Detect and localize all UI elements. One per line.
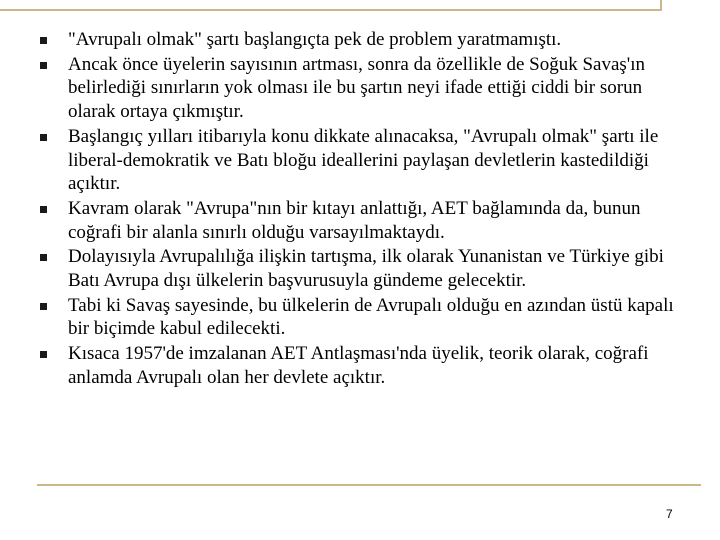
list-item [40,342,690,389]
top-rule [0,9,662,11]
list-item [40,245,690,292]
square-bullet-icon [40,254,47,261]
square-bullet-icon [40,134,47,141]
square-bullet-icon [40,62,47,69]
list-item [40,28,690,52]
bullet-text: Kavram olarak "Avrupa"nın bir kıtayı anlattığı, AET bağlamında da, bunun coğrafi bir alanla sınırlı olduğu varsayılmaktaydı. [68,197,641,243]
list-item [40,125,690,196]
top-rule-corner [660,0,662,11]
list-item [40,197,690,244]
list-item [40,53,690,124]
bottom-rule [37,484,701,486]
list-item [40,294,690,341]
bullet-text: "Avrupalı olmak" şartı başlangıçta pek de problem yaratmamıştı. [68,29,562,50]
bullet-text: Tabi ki Savaş sayesinde, bu ülkelerin de Avrupalı olduğu en azından üstü kapalı bir biçimde kabul edilecekti. [68,294,674,340]
square-bullet-icon [40,37,47,44]
page-number: 7 [666,507,673,521]
bullet-list [40,28,690,391]
square-bullet-icon [40,206,47,213]
square-bullet-icon [40,303,47,310]
square-bullet-icon [40,351,47,358]
bullet-text: Ancak önce üyelerin sayısının artması, sonra da özellikle de Soğuk Savaş'ın belirlediği sınırların yok olması ile bu şartın neyi ifade ettiği ciddi bir sorun olarak ortaya çıkmıştır. [68,53,645,123]
bullet-text: Dolayısıyla Avrupalılığa ilişkin tartışma, ilk olarak Yunanistan ve Türkiye gibi Batı Avrupa dışı ülkelerin başvurusuyla gündeme gelecektir. [68,246,664,292]
bullet-text: Kısaca 1957'de imzalanan AET Antlaşması'nda üyelik, teorik olarak, coğrafi anlamda Avrupalı olan her devlete açıktır. [68,343,649,388]
bullet-text: Başlangıç yılları itibarıyla konu dikkate alınacaksa, "Avrupalı olmak" şartı ile liberal-demokratik ve Batı bloğu ideallerini paylaşan devletlerin kastedildiği açıktır. [68,125,659,195]
